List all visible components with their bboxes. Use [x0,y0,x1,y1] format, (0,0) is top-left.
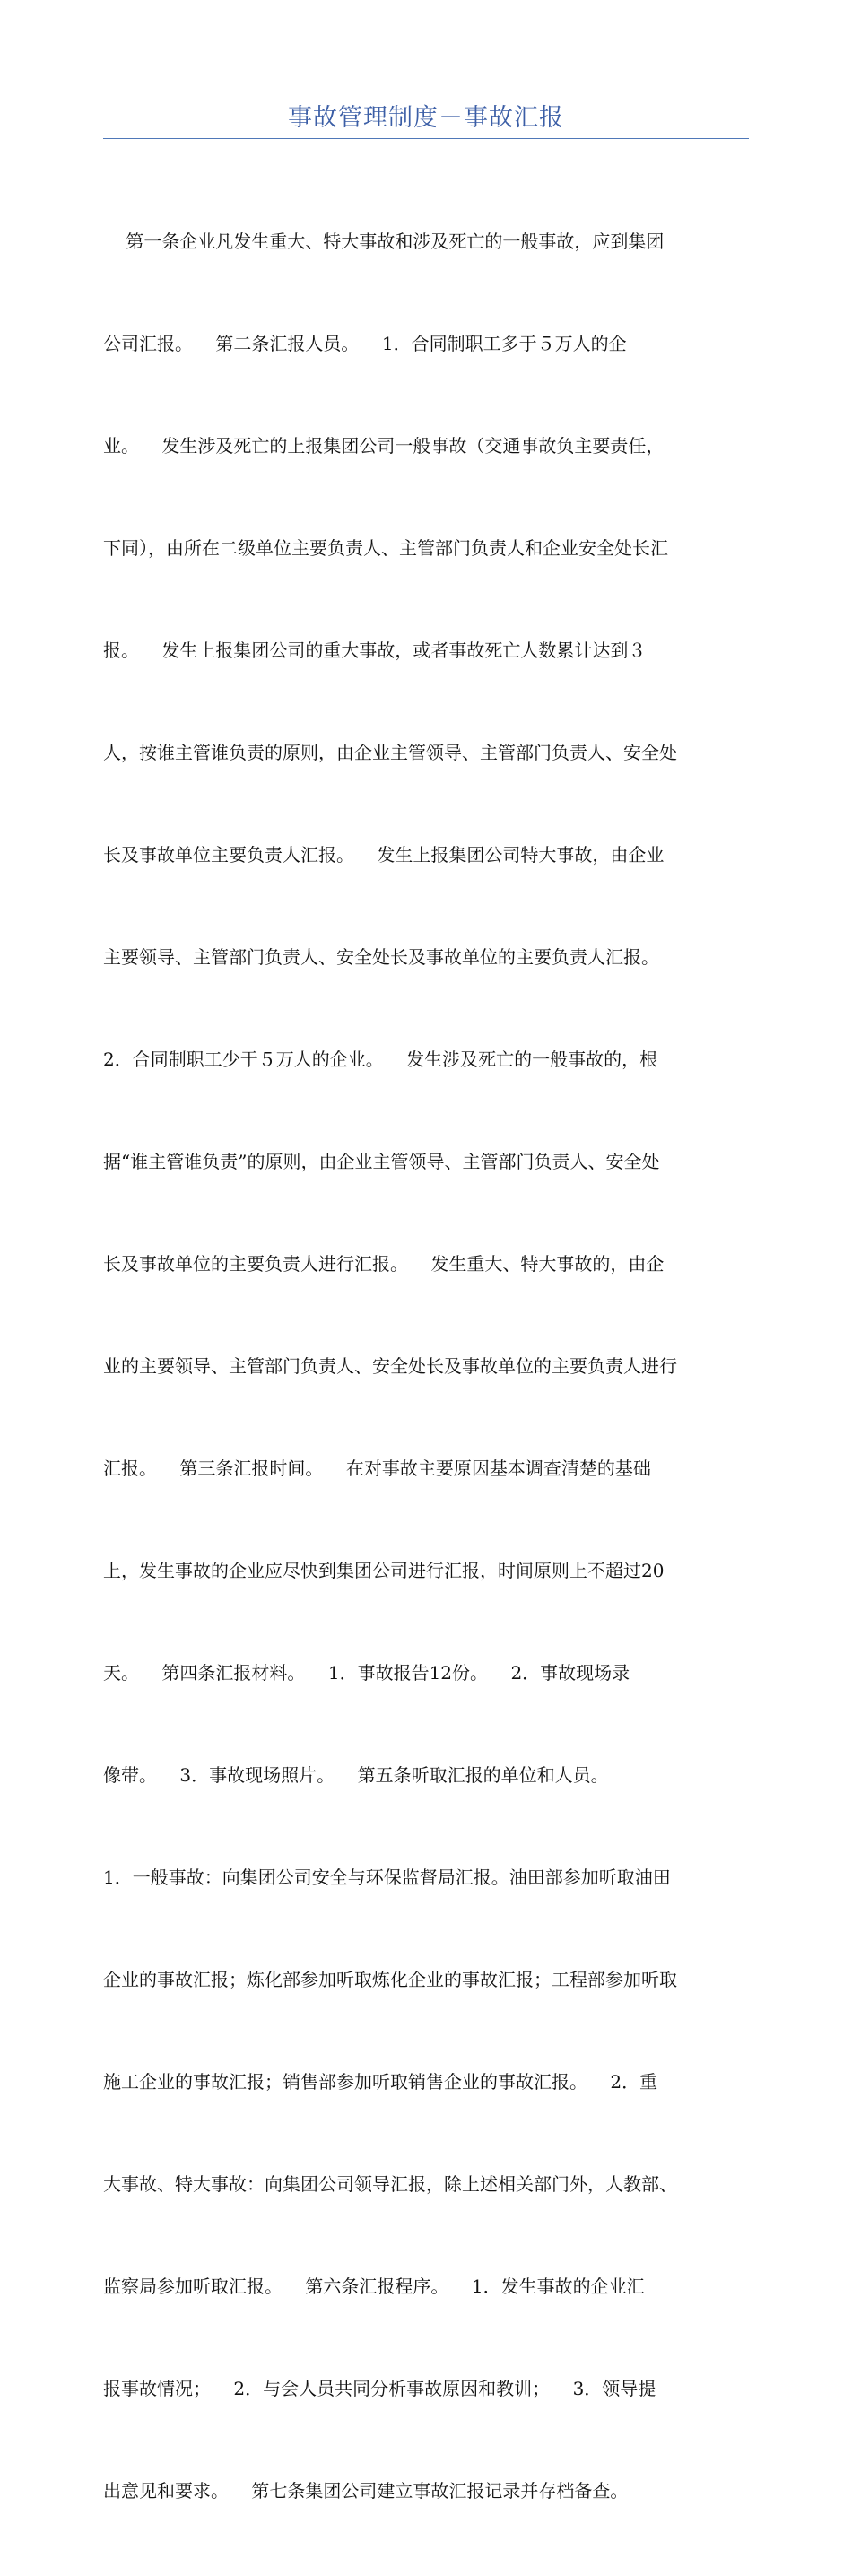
body-line: 业。 发生涉及死亡的上报集团公司一般事故（交通事故负主要责任， [103,435,665,457]
body-line: 据“谁主管谁负责”的原则，由企业主管领导、主管部门负责人、安全处 [103,1151,660,1172]
body-line: 公司汇报。 第二条汇报人员。 1．合同制职工多于５万人的企 [103,333,627,354]
body-line: 施工企业的事故汇报；销售部参加听取销售企业的事故汇报。 2．重 [103,2071,658,2093]
body-line: 人，按谁主管谁负责的原则，由企业主管领导、主管部门负责人、安全处 [103,742,677,763]
body-line: 像带。 3．事故现场照片。 第五条听取汇报的单位和人员。 [103,1764,609,1786]
document-body [103,156,749,2576]
body-line: 监察局参加听取汇报。 第六条汇报程序。 1．发生事故的企业汇 [103,2276,645,2297]
body-line: 第一条企业凡发生重大、特大事故和涉及死亡的一般事故，应到集团 [103,231,665,252]
body-line: 汇报。 第三条汇报时间。 在对事故主要原因基本调查清楚的基础 [103,1458,651,1479]
title-underline [103,138,749,139]
body-line: 长及事故单位主要负责人汇报。 发生上报集团公司特大事故，由企业 [103,844,665,866]
body-line: 报。 发生上报集团公司的重大事故，或者事故死亡人数累计达到３ [103,640,647,661]
body-line: 大事故、特大事故：向集团公司领导汇报，除上述相关部门外，人教部、 [103,2173,677,2195]
body-line: 上，发生事故的企业应尽快到集团公司进行汇报，时间原则上不超过20 [103,1560,665,1581]
body-line: 出意见和要求。 第七条集团公司建立事故汇报记录并存档备查。 [103,2480,629,2502]
body-line: 报事故情况； 2．与会人员共同分析事故原因和教训； 3．领导提 [103,2378,656,2399]
body-line: 主要领导、主管部门负责人、安全处长及事故单位的主要负责人汇报。 [103,946,659,968]
body-line: 天。 第四条汇报材料。 1．事故报告12份。 2．事故现场录 [103,1662,630,1684]
document-title: 事故管理制度－事故汇报 [288,104,564,132]
body-line: 下同），由所在二级单位主要负责人、主管部门负责人和企业安全处长汇 [103,537,668,559]
body-line: 业的主要领导、主管部门负责人、安全处长及事故单位的主要负责人进行 [103,1355,677,1377]
body-line: 1．一般事故：向集团公司安全与环保监督局汇报。油田部参加听取油田 [103,1867,671,1888]
body-line: 2．合同制职工少于５万人的企业。 发生涉及死亡的一般事故的，根 [103,1049,658,1070]
body-line: 长及事故单位的主要负责人进行汇报。 发生重大、特大事故的，由企 [103,1253,665,1275]
body-line: 企业的事故汇报；炼化部参加听取炼化企业的事故汇报；工程部参加听取 [103,1969,677,1990]
